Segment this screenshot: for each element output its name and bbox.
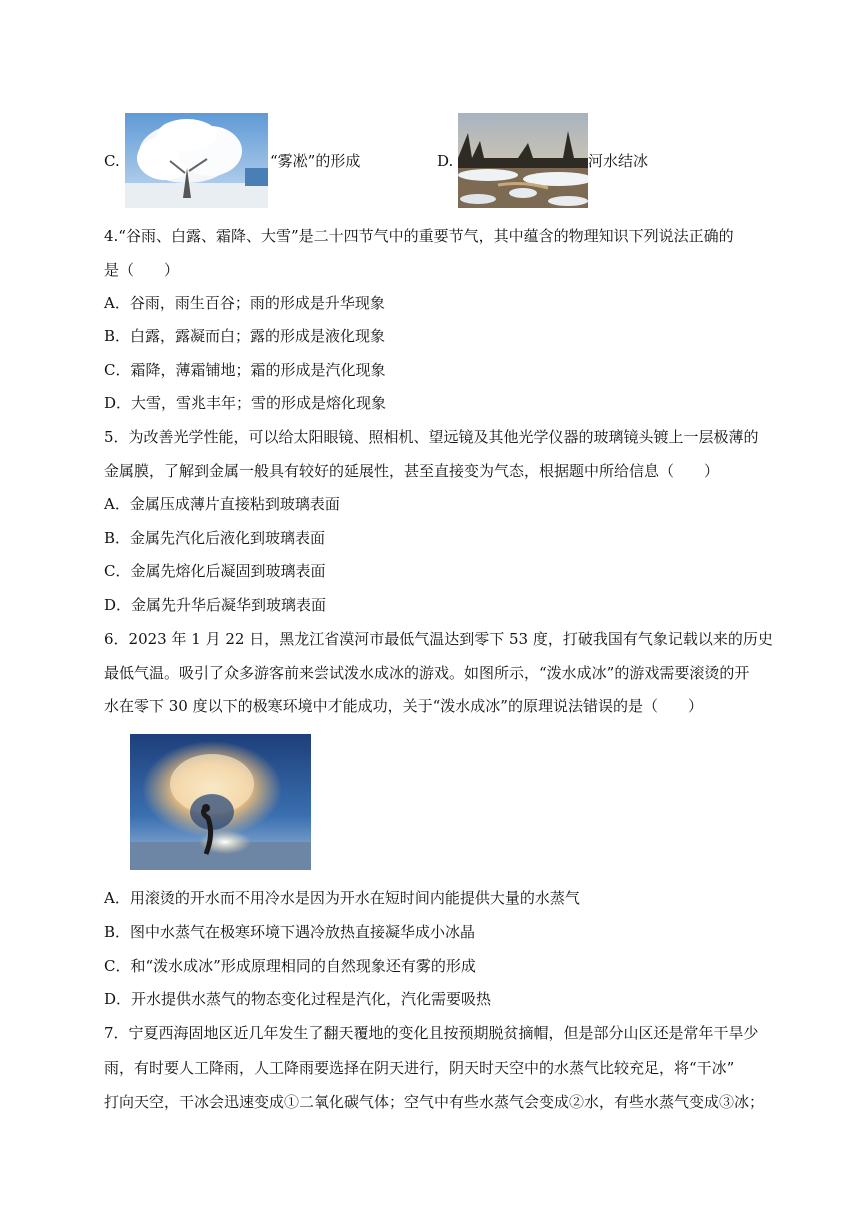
q4-option-d: D．大雪，雪兆丰年；雪的形成是熔化现象 <box>104 394 387 412</box>
q5-option-c: C．金属先熔化后凝固到玻璃表面 <box>104 562 326 580</box>
option-c-text: “雾凇”的形成 <box>270 152 361 170</box>
q6-stem-line2: 最低气温。吸引了众多游客前来尝试泼水成冰的游戏。如图所示，“泼水成冰”的游戏需要滚烫的开 <box>104 664 750 682</box>
q6-option-a: A．用滚烫的开水而不用冷水是因为开水在短时间内能提供大量的水蒸气 <box>104 889 580 907</box>
q6-option-c: C．和“泼水成冰”形成原理相同的自然现象还有雾的形成 <box>104 957 476 975</box>
frozen-river-image <box>458 113 588 208</box>
q5-option-a: A．金属压成薄片直接粘到玻璃表面 <box>104 495 340 513</box>
q6-option-d: D．开水提供水蒸气的物态变化过程是汽化，汽化需要吸热 <box>104 990 492 1008</box>
q6-stem-line1: 6．2023 年 1 月 22 日，黑龙江省漠河市最低气温达到零下 53 度，打破我国有气象记载以来的历史 <box>104 630 773 648</box>
q7-stem-line2: 雨，有时要人工降雨，人工降雨要选择在阴天进行，阴天时天空中的水蒸气比较充足，将“干冰” <box>104 1059 735 1077</box>
q5-option-b: B．金属先汽化后液化到玻璃表面 <box>104 529 326 547</box>
q7-stem-line1: 7．宁夏西海固地区近几年发生了翻天覆地的变化且按预期脱贫摘帽，但是部分山区还是常年干旱少 <box>104 1024 759 1042</box>
option-c-letter: C. <box>104 152 120 170</box>
q5-stem-line1: 5．为改善光学性能，可以给太阳眼镜、照相机、望远镜及其他光学仪器的玻璃镜头镀上一层极薄的 <box>104 428 759 446</box>
water-to-ice-image <box>130 734 311 870</box>
option-d-text: 河水结冰 <box>588 152 649 170</box>
q5-option-d: D．金属先升华后凝华到玻璃表面 <box>104 596 327 614</box>
q4-option-b: B．白露，露凝而白；露的形成是液化现象 <box>104 327 386 345</box>
q7-stem-line3: 打向天空，干冰会迅速变成①二氧化碳气体；空气中有些水蒸气会变成②水，有些水蒸气变成③冰； <box>104 1093 765 1111</box>
q6-option-b: B．图中水蒸气在极寒环境下遇冷放热直接凝华成小冰晶 <box>104 923 476 941</box>
q5-stem-line2: 金属膜，了解到金属一般具有较好的延展性，甚至直接变为气态，根据题中所给信息（ ） <box>104 462 720 480</box>
q6-stem-line3: 水在零下 30 度以下的极寒环境中才能成功，关于“泼水成冰”的原理说法错误的是（ ） <box>104 697 703 715</box>
q4-stem-line2: 是（ ） <box>104 261 180 279</box>
q4-stem-line1: 4.“谷雨、白露、霜降、大雪”是二十四节气中的重要节气，其中蕴含的物理知识下列说法正确的 <box>104 227 734 245</box>
q4-option-c: C．霜降，薄霜铺地；霜的形成是汽化现象 <box>104 361 386 379</box>
option-d-letter: D. <box>437 152 454 170</box>
q4-option-a: A．谷雨，雨生百谷；雨的形成是升华现象 <box>104 294 385 312</box>
rime-tree-image <box>125 113 268 208</box>
